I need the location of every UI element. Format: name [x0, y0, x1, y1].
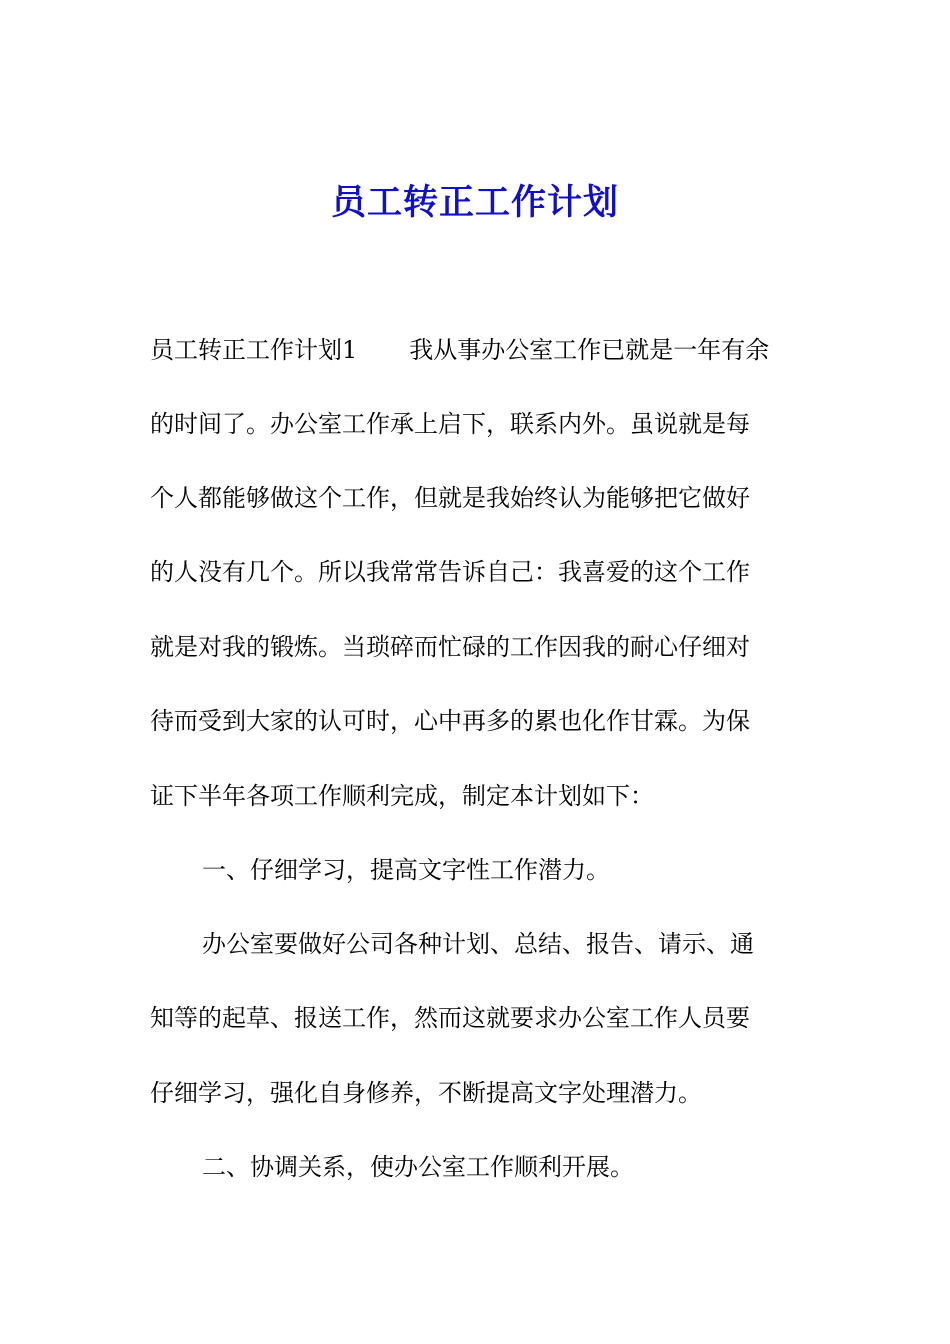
- section-heading: 二、协调关系，使办公室工作顺利开展。: [202, 1153, 634, 1181]
- paragraph-text: 我从事办公室工作已就是一年有余: [409, 336, 770, 364]
- paragraph-line: 就是对我的锻炼。当琐碎而忙碌的工作因我的耐心仔细对: [150, 633, 750, 661]
- paragraph-line: 的时间了。办公室工作承上启下，联系内外。虽说就是每: [150, 410, 750, 438]
- paragraph-line: 的人没有几个。所以我常常告诉自己：我喜爱的这个工作: [150, 558, 750, 586]
- paragraph-line: 证下半年各项工作顺利完成，制定本计划如下：: [150, 782, 654, 810]
- paragraph-line: 知等的起草、报送工作，然而这就要求办公室工作人员要: [150, 1004, 750, 1032]
- paragraph-line: 办公室要做好公司各种计划、总结、报告、请示、通: [202, 930, 754, 958]
- paragraph-line: 待而受到大家的认可时，心中再多的累也化作甘霖。为保: [150, 707, 750, 735]
- paragraph-line: 个人都能够做这个工作，但就是我始终认为能够把它做好: [150, 484, 750, 512]
- paragraph-line: [150, 333, 810, 367]
- section-heading: 员工转正工作计划1: [150, 336, 358, 364]
- paragraph-line: 仔细学习，强化自身修养，不断提高文字处理潜力。: [150, 1079, 702, 1107]
- document-title: 员工转正工作计划: [330, 182, 619, 223]
- section-heading: 一、仔细学习，提高文字性工作潜力。: [202, 856, 610, 884]
